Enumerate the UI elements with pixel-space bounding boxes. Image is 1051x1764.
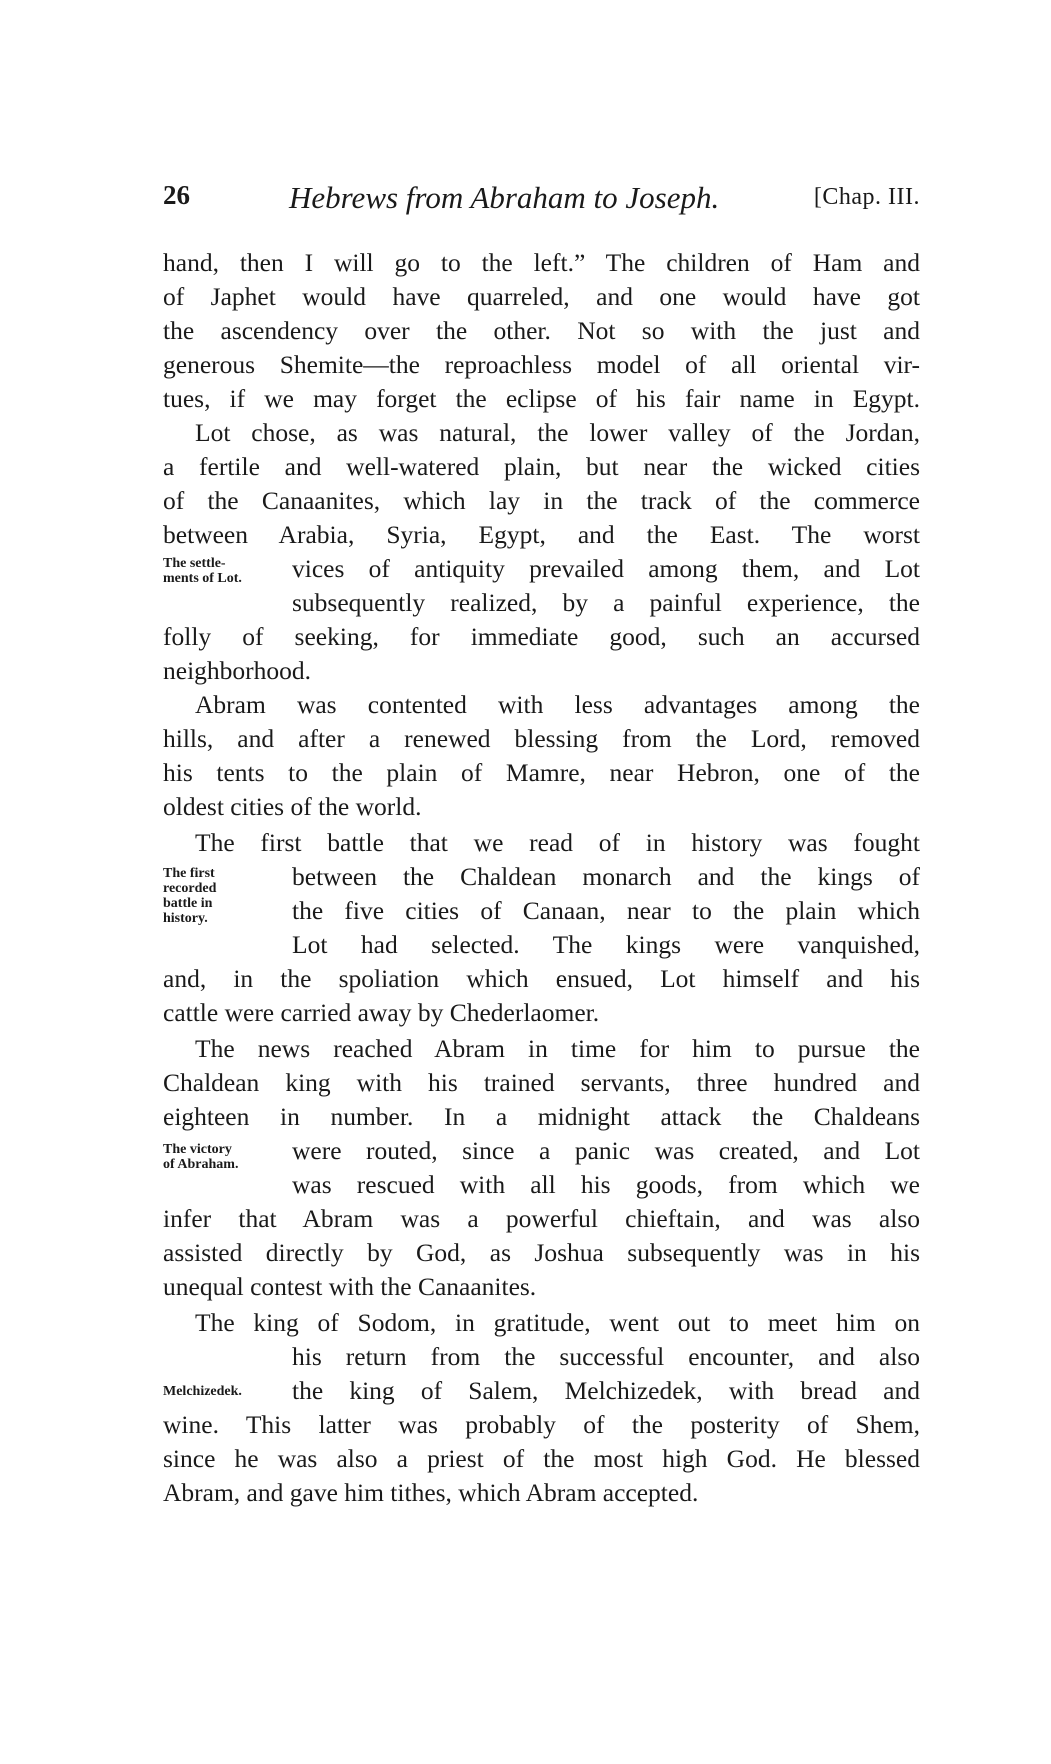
margin-note: The first recorded battle in history.	[163, 866, 217, 926]
text-line: eighteen in number. In a midnight attack the Chaldeans	[163, 1102, 920, 1131]
text-line: and, in the spoliation which ensued, Lot himself and his	[163, 964, 920, 993]
margin-note: The settle- ments of Lot.	[163, 556, 242, 586]
text-line: hand, then I will go to the left.” The children of Ham and	[163, 248, 920, 277]
text-line: tues, if we may forget the eclipse of his fair name in Egypt.	[163, 384, 920, 413]
text-line: cattle were carried away by Chederlaomer.	[163, 998, 600, 1027]
text-line: his tents to the plain of Mamre, near Hebron, one of the	[163, 758, 920, 787]
text-line: Chaldean king with his trained servants, three hundred and	[163, 1068, 920, 1097]
text-line: were routed, since a panic was created, and Lot	[292, 1136, 920, 1165]
text-line: wine. This latter was probably of the posterity of Shem,	[163, 1410, 920, 1439]
text-line: neighborhood.	[163, 656, 312, 685]
text-line: subsequently realized, by a painful experience, the	[292, 588, 920, 617]
text-line: the king of Salem, Melchizedek, with bread and	[292, 1376, 920, 1405]
page-header	[163, 180, 920, 224]
text-line: was rescued with all his goods, from which we	[292, 1170, 920, 1199]
text-line: of Japhet would have quarreled, and one would have got	[163, 282, 920, 311]
text-line: folly of seeking, for immediate good, such an accursed	[163, 622, 920, 651]
text-line: his return from the successful encounter, and also	[292, 1342, 920, 1371]
text-line: infer that Abram was a powerful chieftain, and was also	[163, 1204, 920, 1233]
text-line: between Arabia, Syria, Egypt, and the East. The worst	[163, 520, 920, 549]
text-line: Lot had selected. The kings were vanquished,	[292, 930, 920, 959]
text-line: unequal contest with the Canaanites.	[163, 1272, 537, 1301]
text-line: assisted directly by God, as Joshua subsequently was in his	[163, 1238, 920, 1267]
text-line: The first battle that we read of in history was fought	[195, 828, 920, 857]
chapter-reference: [Chap. III.	[813, 184, 920, 210]
text-line: hills, and after a renewed blessing from the Lord, removed	[163, 724, 920, 753]
text-line: between the Chaldean monarch and the kings of	[292, 862, 920, 891]
page-number: 26	[163, 180, 190, 210]
text-line: since he was also a priest of the most high God. He blessed	[163, 1444, 920, 1473]
running-title: Hebrews from Abraham to Joseph.	[289, 180, 720, 215]
text-line: Lot chose, as was natural, the lower valley of the Jordan,	[195, 418, 920, 447]
margin-note: Melchizedek.	[163, 1384, 242, 1399]
text-line: the ascendency over the other. Not so with the just and	[163, 316, 920, 345]
text-line: oldest cities of the world.	[163, 792, 422, 821]
text-line: the five cities of Canaan, near to the plain which	[292, 896, 920, 925]
text-line: vices of antiquity prevailed among them, and Lot	[292, 554, 920, 583]
text-line: Abram was contented with less advantages among the	[195, 690, 920, 719]
margin-note: The victory of Abraham.	[163, 1142, 239, 1172]
text-line: The king of Sodom, in gratitude, went out to meet him on	[195, 1308, 920, 1337]
text-line: of the Canaanites, which lay in the track of the commerce	[163, 486, 920, 515]
text-line: a fertile and well-watered plain, but near the wicked cities	[163, 452, 920, 481]
text-line: Abram, and gave him tithes, which Abram accepted.	[163, 1478, 699, 1507]
text-line: generous Shemite—the reproachless model of all oriental vir-	[163, 350, 920, 379]
text-line: The news reached Abram in time for him to pursue the	[195, 1034, 920, 1063]
